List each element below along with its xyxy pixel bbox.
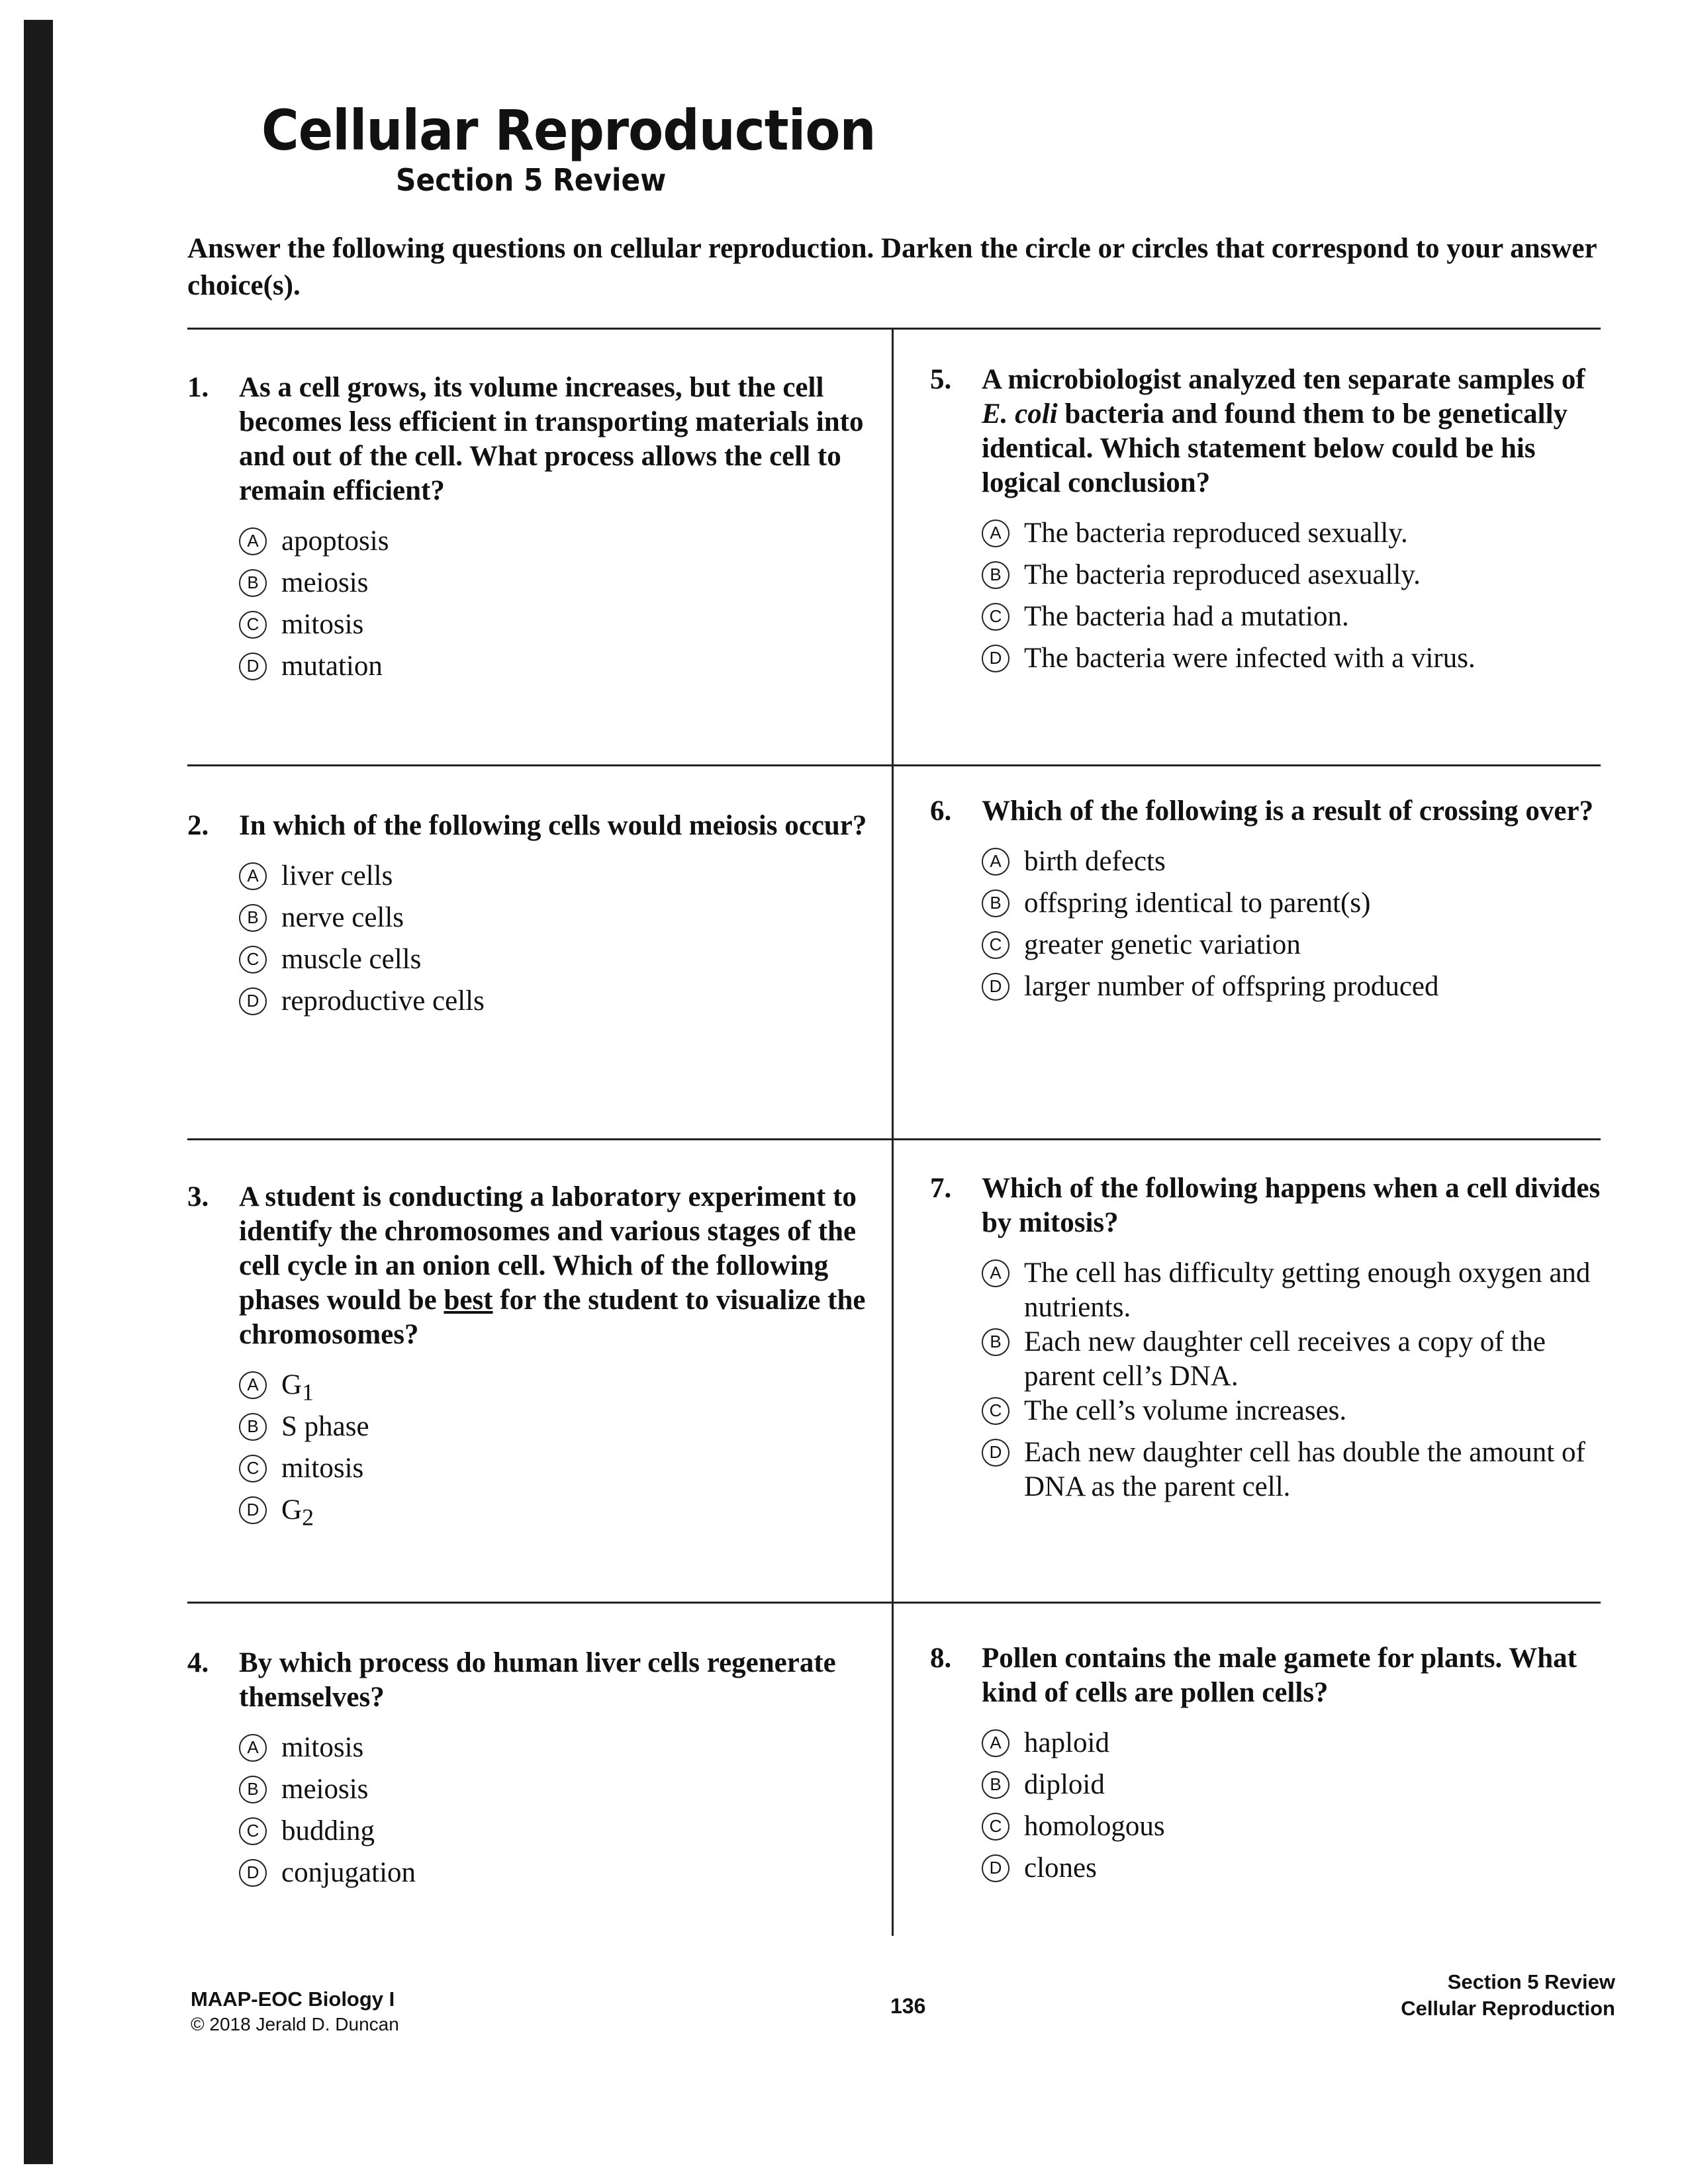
question-text: Which of the following happens when a cell divides by mitosis? (982, 1173, 1601, 1238)
grid-line-row3 (187, 1602, 1601, 1604)
question-text: In which of the following cells would meiosis occur? (239, 810, 867, 841)
choice-b[interactable] (982, 1768, 1612, 1809)
choice-text: The bacteria had a mutation. (1024, 601, 1349, 632)
answer-bubble[interactable]: A (239, 862, 267, 890)
question-text: A student is conducting a laboratory experiment to identify the chromosomes and various stages of the cell cycle in an onion cell. Which of the following phases would be best for the student to visualize the chromosomes? (239, 1181, 866, 1350)
page-subtitle: Section 5 Review (396, 162, 667, 198)
answer-bubble[interactable]: C (239, 611, 267, 639)
choice-text: haploid (1024, 1727, 1109, 1758)
choice-text: liver cells (281, 860, 393, 891)
footer-copyright: © 2018 Jerald D. Duncan (191, 2014, 399, 2034)
question-number: 3. (187, 1181, 209, 1212)
question-number: 5. (930, 364, 952, 395)
choice-text: The bacteria reproduced sexually. (1024, 518, 1408, 549)
answer-bubble[interactable]: B (239, 1413, 267, 1441)
question-number: 2. (187, 810, 209, 841)
choice-d[interactable] (982, 970, 1612, 1011)
choice-text: conjugation (281, 1857, 416, 1888)
choice-text: $G_1$ (281, 1369, 314, 1406)
answer-bubble[interactable]: B (982, 1328, 1009, 1356)
answer-bubble[interactable]: C (239, 1455, 267, 1482)
choice-c[interactable] (239, 1814, 869, 1856)
answer-bubble[interactable]: D (239, 653, 267, 680)
answer-bubble[interactable]: A (982, 1729, 1009, 1757)
grid-line-center (892, 328, 894, 1936)
answer-bubble[interactable]: C (239, 1817, 267, 1845)
choice-text: larger number of offspring produced (1024, 971, 1439, 1002)
choice-b[interactable] (982, 1325, 1612, 1394)
choice-c[interactable] (239, 1451, 869, 1493)
question-6 (930, 794, 1612, 1011)
answer-bubble[interactable]: A (982, 520, 1009, 547)
answer-bubble[interactable]: C (982, 1397, 1009, 1425)
answer-bubble[interactable]: A (239, 1371, 267, 1399)
choice-text: diploid (1024, 1769, 1105, 1800)
question-number: 8. (930, 1643, 952, 1674)
choice-text: offspring identical to parent(s) (1024, 887, 1371, 919)
choice-a[interactable] (239, 1731, 869, 1772)
choice-b[interactable] (239, 1410, 869, 1451)
choice-text: homologous (1024, 1811, 1165, 1842)
choice-text: The bacteria reproduced asexually. (1024, 559, 1421, 590)
question-text: By which process do human liver cells regenerate themselves? (239, 1647, 836, 1713)
choice-b[interactable] (982, 886, 1612, 928)
question-number: 7. (930, 1173, 952, 1204)
answer-bubble[interactable]: C (239, 946, 267, 974)
choice-c[interactable] (982, 928, 1612, 970)
question-number: 4. (187, 1647, 209, 1678)
choice-text: reproductive cells (281, 985, 485, 1017)
question-number: 6. (930, 796, 952, 827)
choice-text: budding (281, 1815, 375, 1846)
choice-d[interactable] (982, 641, 1612, 683)
answer-bubble[interactable]: D (982, 973, 1009, 1001)
footer-section: Section 5 Review (1447, 1970, 1615, 1993)
answer-bubble[interactable]: C (982, 1813, 1009, 1841)
choice-text: Each new daughter cell has double the amount of DNA as the parent cell. (1024, 1437, 1585, 1502)
question-3 (187, 1180, 869, 1535)
question-7 (930, 1171, 1612, 1504)
choice-c[interactable] (982, 1394, 1612, 1435)
choice-a[interactable] (239, 859, 869, 901)
choice-text: S phase (281, 1411, 369, 1442)
answer-bubble[interactable]: A (239, 527, 267, 555)
page-title: Cellular Reproduction (261, 98, 876, 163)
choice-text: mutation (281, 651, 383, 682)
page-number: 136 (890, 1994, 926, 2018)
choice-d[interactable] (239, 1856, 869, 1897)
choice-a[interactable] (982, 1256, 1612, 1325)
choice-a[interactable] (239, 1368, 869, 1410)
answer-bubble[interactable]: D (982, 645, 1009, 672)
answer-bubble[interactable]: C (982, 603, 1009, 631)
choice-d[interactable] (239, 649, 869, 691)
choice-c[interactable] (982, 600, 1612, 641)
choice-text: clones (1024, 1852, 1097, 1884)
answer-bubble[interactable]: B (239, 1776, 267, 1803)
choice-text: meiosis (281, 1774, 369, 1805)
grid-line-top (187, 328, 1601, 330)
answer-bubble[interactable]: D (239, 1496, 267, 1524)
answer-bubble[interactable]: B (239, 569, 267, 597)
choice-c[interactable] (239, 942, 869, 984)
subscript: 2 (302, 1504, 314, 1531)
choice-b[interactable] (239, 566, 869, 608)
question-text: A microbiologist analyzed ten separate samples of E. coli bacteria and found them to be genetically identical. Which statement below could be his logical conclusion? (982, 364, 1585, 498)
question-number: 1. (187, 372, 209, 403)
answer-bubble[interactable]: B (239, 904, 267, 932)
choice-d[interactable] (982, 1851, 1612, 1893)
emphasis-species: E. coli (982, 398, 1058, 430)
choice-a[interactable] (982, 516, 1612, 558)
answer-bubble[interactable]: D (239, 987, 267, 1015)
answer-bubble[interactable]: D (982, 1854, 1009, 1882)
answer-bubble[interactable]: B (982, 1771, 1009, 1799)
answer-bubble[interactable]: A (239, 1734, 267, 1762)
choice-a[interactable] (982, 1726, 1612, 1768)
choice-text: muscle cells (281, 944, 422, 975)
footer-topic: Cellular Reproduction (1401, 1997, 1615, 2020)
grid-line-row2 (187, 1138, 1601, 1140)
choice-text: greater genetic variation (1024, 929, 1301, 960)
choice-c[interactable] (239, 608, 869, 649)
choice-b[interactable] (982, 558, 1612, 600)
answer-bubble[interactable]: D (239, 1859, 267, 1887)
choice-a[interactable] (239, 524, 869, 566)
question-text: As a cell grows, its volume increases, but the cell becomes less efficient in transporting materials into and out of the cell. What process allows the cell to remain efficient? (239, 372, 864, 506)
choice-a[interactable] (982, 844, 1612, 886)
question-8 (930, 1641, 1612, 1893)
answer-bubble[interactable]: D (982, 1439, 1009, 1467)
choice-text: birth defects (1024, 846, 1166, 877)
choice-b[interactable] (239, 901, 869, 942)
question-text: Pollen contains the male gamete for plants. What kind of cells are pollen cells? (982, 1643, 1577, 1708)
question-2 (187, 809, 869, 1026)
choice-c[interactable] (982, 1809, 1612, 1851)
choice-text: meiosis (281, 567, 369, 598)
answer-bubble[interactable]: A (982, 1259, 1009, 1287)
choice-text: The cell has difficulty getting enough oxygen and nutrients. (1024, 1257, 1591, 1323)
choice-text: $G_2$ (281, 1494, 314, 1531)
choice-b[interactable] (239, 1772, 869, 1814)
question-4 (187, 1646, 869, 1897)
binding-bar (24, 20, 53, 2164)
footer-left (191, 1987, 399, 2035)
answer-bubble[interactable]: B (982, 561, 1009, 589)
choice-text: apoptosis (281, 525, 389, 557)
subscript: 1 (302, 1379, 314, 1406)
question-1 (187, 371, 869, 691)
footer-course: MAAP-EOC Biology I (191, 1987, 395, 2011)
answer-bubble[interactable]: C (982, 931, 1009, 959)
emphasis-best: best (444, 1285, 493, 1316)
instructions: Answer the following questions on cellular reproduction. Darken the circle or circles that correspond to your answer choice(s). (187, 233, 1597, 301)
choice-text: The cell’s volume increases. (1024, 1395, 1347, 1426)
answer-bubble[interactable]: B (982, 889, 1009, 917)
choice-d[interactable] (239, 984, 869, 1026)
choice-text: nerve cells (281, 902, 404, 933)
choice-d[interactable] (982, 1435, 1612, 1504)
answer-bubble[interactable]: A (982, 848, 1009, 876)
choice-text: The bacteria were infected with a virus. (1024, 643, 1476, 674)
choice-text: mitosis (281, 609, 364, 640)
question-text: Which of the following is a result of crossing over? (982, 796, 1594, 827)
grid-line-row1 (187, 764, 1601, 766)
question-5 (930, 363, 1612, 683)
choice-text: Each new daughter cell receives a copy of the parent cell’s DNA. (1024, 1326, 1546, 1392)
choice-d[interactable] (239, 1493, 869, 1535)
choice-text: mitosis (281, 1732, 364, 1763)
choice-text: mitosis (281, 1453, 364, 1484)
footer-right (1401, 1969, 1615, 2022)
